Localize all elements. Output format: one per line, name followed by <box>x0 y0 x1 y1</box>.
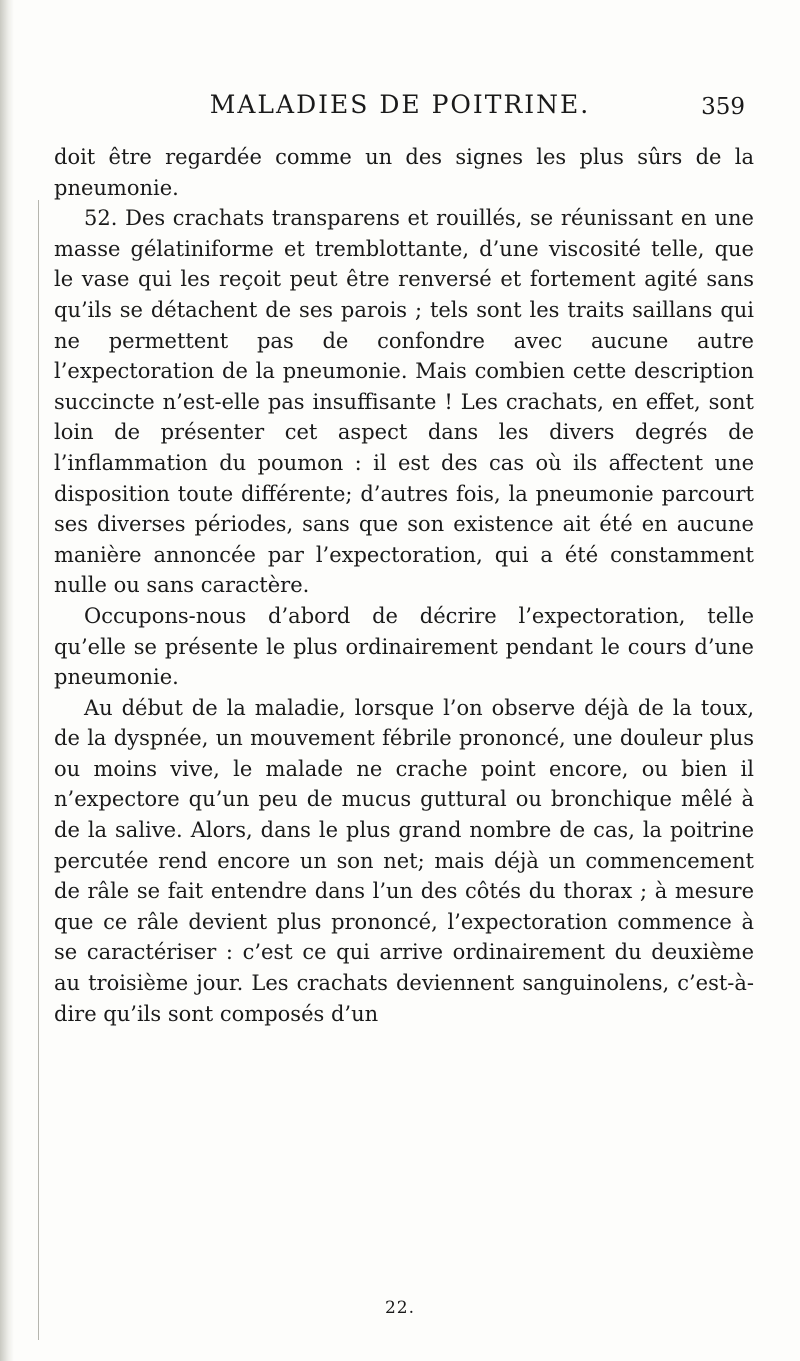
paragraph-au-debut: Au début de la maladie, lorsque l’on observe déjà de la toux, de la dyspnée, un mouvement fébrile prononcé, une douleur plus ou moins vive, le malade ne crache point encore, ou bien il n’expectore qu’un peu de mucus guttural ou bronchique mêlé à de la salive. Alors, dans le plus grand nombre de cas, la poitrine percutée rend encore un son net; mais déjà un commencement de râle se fait entendre dans l’un des côtés du thorax ; à mesure que ce râle devient plus prononcé, l’expectoration commence à se caractériser : c’est ce qui arrive ordinairement du deuxième au troisième jour. Les crachats deviennent sanguinolens, c’est-à-dire qu’ils sont composés d’un <box>54 695 754 1026</box>
page-number: 359 <box>701 94 745 120</box>
paragraph-52: 52. Des crachats transparens et rouillés, se réunissant en une masse gélatiniforme et tremblottante, d’une viscosité telle, que le vase qui les reçoit peut être renversé et fortement agité sans qu’ils se détachent de ses parois ; tels sont les traits saillans qui ne permettent pas de confondre avec aucune autre l’expectoration de la pneumonie. Mais combien cette description succincte n’est-elle pas insuffisante ! Les crachats, en effet, sont loin de présenter cet aspect dans les divers degrés de l’inflammation du poumon : il est des cas où ils affectent une disposition toute différente; d’autres fois, la pneumonie parcourt ses diverses périodes, sans que son existence ait été en aucune manière annoncée par l’expectoration, qui a été constamment nulle ou sans caractère. <box>54 206 754 598</box>
paragraph-occupons: Occupons-nous d’abord de décrire l’expectoration, telle qu’elle se présente le plus ordinairement pendant le cours d’une pneumonie. <box>54 603 754 690</box>
page-header <box>0 90 800 130</box>
gutter-shadow-line <box>38 200 39 1340</box>
signature-mark: 22. <box>384 1298 416 1318</box>
running-title: MALADIES DE POITRINE. <box>209 90 591 119</box>
page-binding-edge <box>0 0 14 1361</box>
paragraph-continuation: doit être regardée comme un des signes les plus sûrs de la pneumonie. <box>54 145 754 200</box>
body-text <box>54 142 754 1029</box>
